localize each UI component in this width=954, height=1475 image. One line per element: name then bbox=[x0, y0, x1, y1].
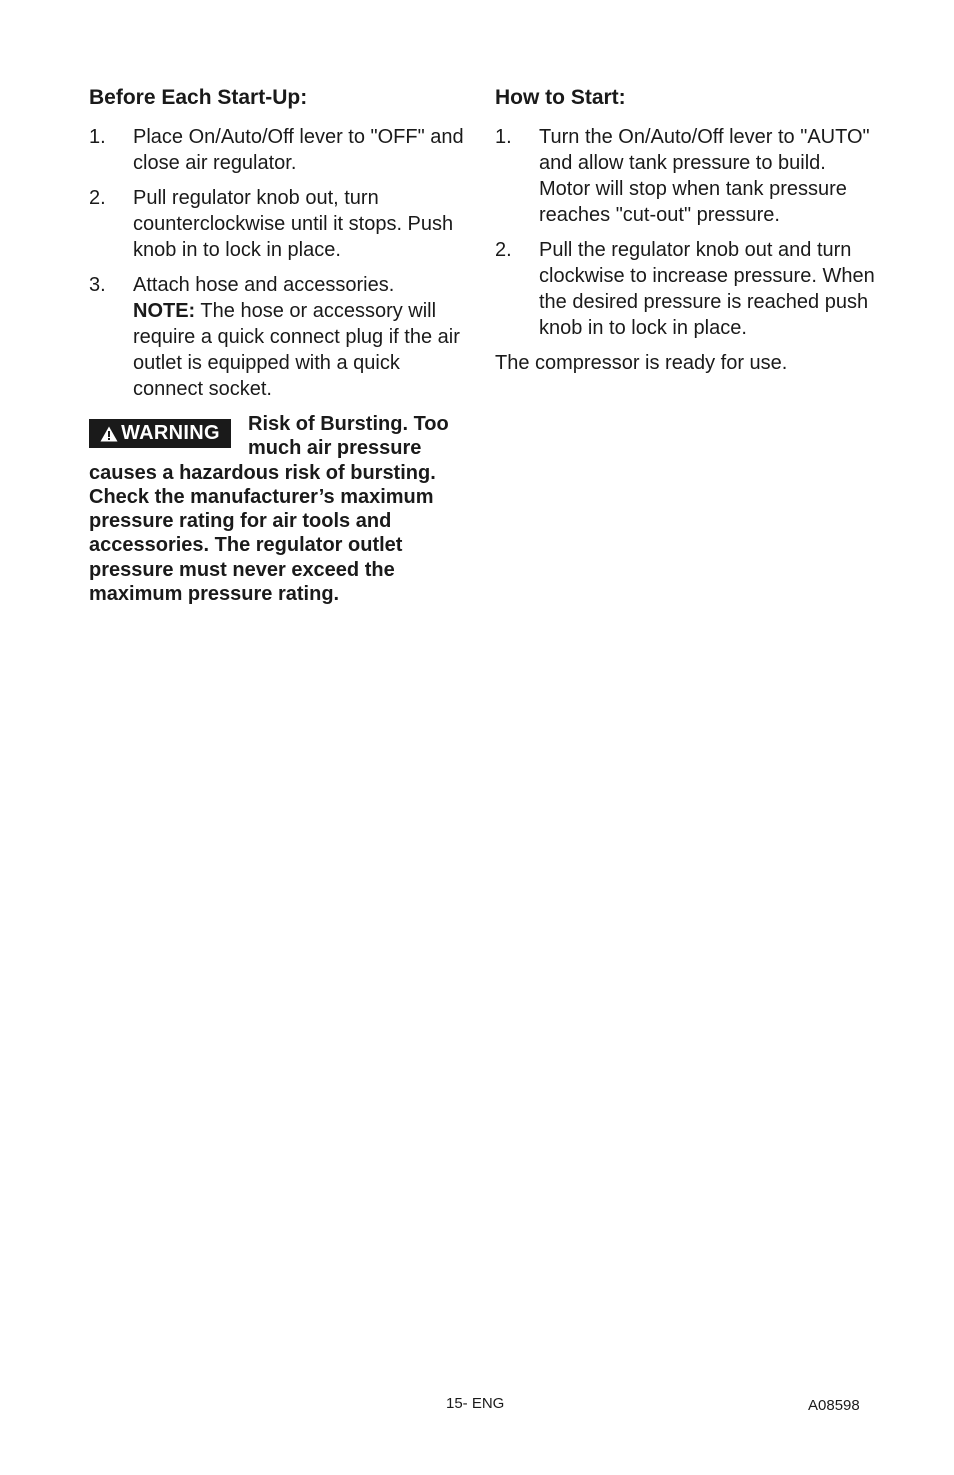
warning-triangle-icon bbox=[100, 426, 118, 442]
list-item bbox=[495, 237, 875, 341]
document-code: A08598 bbox=[808, 1397, 860, 1414]
step-text: Place On/Auto/Off lever to "OFF" and close air regulator. bbox=[133, 126, 464, 174]
step-text: Pull regulator knob out, turn counterclockwise until it stops. Push knob in to lock in place. bbox=[133, 187, 454, 261]
section-heading: Before Each Start-Up: bbox=[89, 86, 308, 109]
step-text: Turn the On/Auto/Off lever to "AUTO" and allow tank pressure to build. Motor will stop when tank pressure reaches "cut-out" pressure. bbox=[539, 126, 870, 226]
step-list bbox=[495, 124, 875, 341]
step-number: 2. bbox=[495, 239, 512, 261]
note-label: NOTE: bbox=[133, 300, 196, 322]
how-to-start-section bbox=[495, 84, 875, 376]
step-list bbox=[89, 124, 464, 402]
step-text: Attach hose and accessories. bbox=[133, 274, 395, 296]
list-item bbox=[495, 124, 875, 228]
step-number: 1. bbox=[89, 126, 106, 148]
warning-block bbox=[89, 412, 464, 606]
page-number: 15- ENG bbox=[446, 1395, 505, 1412]
step-number: 3. bbox=[89, 274, 106, 296]
list-item bbox=[89, 272, 464, 402]
note-text: The hose or accessory will require a quick connect plug if the air outlet is equipped with a quick connect socket. bbox=[133, 300, 460, 400]
list-item bbox=[89, 185, 464, 263]
section-heading: How to Start: bbox=[495, 86, 626, 109]
warning-text: Risk of Bursting. Too much air pressure causes a hazardous risk of bursting. Check the manufacturer’s maximum pressure rating for air tools and accessories. The regulator outlet pressure must never exceed the maximum pressure rating. bbox=[89, 413, 449, 606]
step-number: 2. bbox=[89, 187, 106, 209]
step-number: 1. bbox=[495, 126, 512, 148]
list-item bbox=[89, 124, 464, 176]
step-text: Pull the regulator knob out and turn clockwise to increase pressure. When the desired pressure is reached push knob in to lock in place. bbox=[539, 239, 875, 339]
before-start-up-section bbox=[89, 84, 464, 606]
closing-text: The compressor is ready for use. bbox=[495, 352, 788, 374]
warning-label: WARNING bbox=[121, 422, 220, 445]
warning-badge bbox=[89, 419, 231, 448]
